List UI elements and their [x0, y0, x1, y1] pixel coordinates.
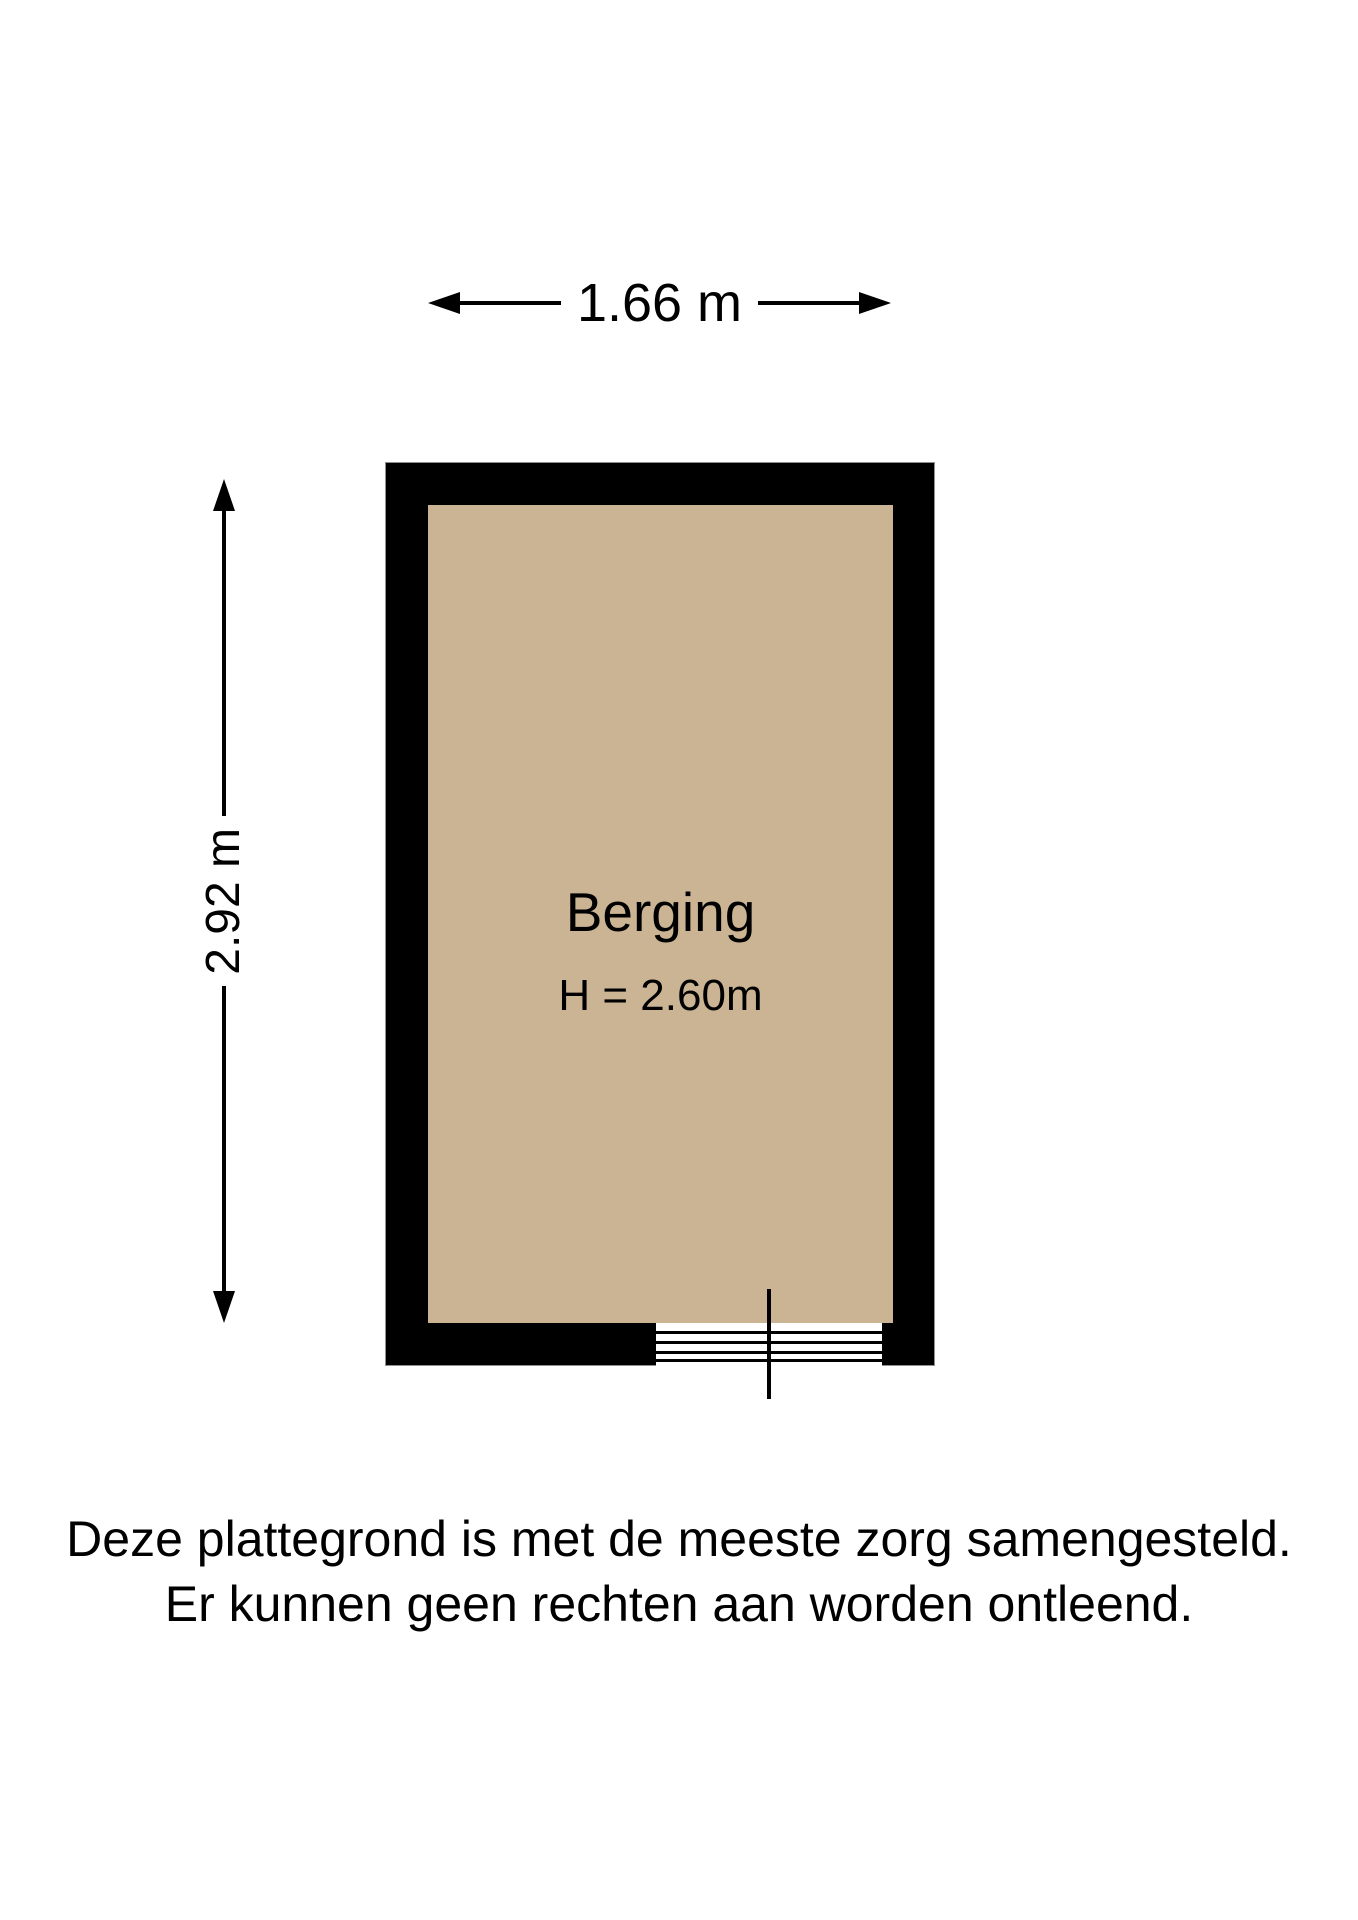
arrow-right-icon — [859, 292, 891, 314]
room-name-label: Berging — [565, 881, 756, 943]
arrow-left-icon — [428, 292, 460, 314]
disclaimer-line-2: Er kunnen geen rechten aan worden ontleend. — [164, 1576, 1194, 1632]
arrow-down-icon — [213, 1291, 235, 1323]
dimension-line-top — [222, 511, 226, 816]
dimension-line-left — [460, 301, 561, 305]
depth-dimension-label: 2.92 m — [197, 827, 250, 975]
arrow-up-icon — [213, 479, 235, 511]
room-height-label: H = 2.60m — [558, 971, 763, 1020]
disclaimer — [0, 1507, 1358, 1637]
disclaimer-line-1: Deze plattegrond is met de meeste zorg samengesteld. — [66, 1511, 1292, 1567]
width-dimension-label: 1.66 m — [576, 273, 743, 333]
door-center-line — [767, 1289, 771, 1399]
depth-dimension — [197, 479, 250, 1323]
dimension-line-right — [758, 301, 859, 305]
dimension-line-bottom — [222, 986, 226, 1291]
width-dimension — [428, 273, 891, 333]
